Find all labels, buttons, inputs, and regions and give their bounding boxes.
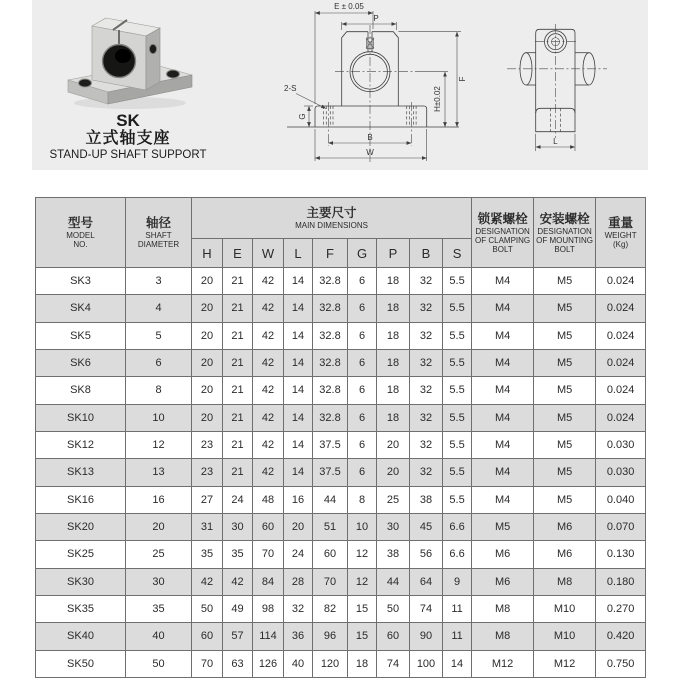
- table-cell: 0.070: [596, 513, 646, 540]
- header-clamping-en1: DESIGNATION: [475, 226, 530, 236]
- table-cell: 5.5: [443, 431, 472, 458]
- table-cell: 16: [126, 486, 192, 513]
- table-cell: 60: [253, 513, 284, 540]
- header-dim-b: B: [410, 239, 443, 268]
- table-row: [36, 459, 646, 486]
- header-shaft-cn: 轴径: [145, 216, 171, 230]
- table-cell: 10: [126, 404, 192, 431]
- header-mounting-en3: BOLT: [554, 244, 575, 254]
- table-cell: 74: [377, 650, 410, 677]
- side-view-drawing: [497, 12, 645, 164]
- table-cell: 18: [377, 349, 410, 376]
- table-cell: 11: [443, 623, 472, 650]
- mounting-hole-left: [79, 79, 92, 87]
- header-mounting-cn: 安装螺栓: [539, 211, 590, 226]
- table-cell: 0.024: [596, 295, 646, 322]
- header-dim-p: P: [377, 239, 410, 268]
- table-cell: 20: [192, 295, 223, 322]
- table-cell: SK12: [36, 431, 126, 458]
- header-weight-cn: 重量: [608, 216, 634, 230]
- table-cell: M4: [472, 486, 534, 513]
- table-cell: 14: [284, 377, 313, 404]
- table-cell: 30: [126, 568, 192, 595]
- table-cell: M6: [534, 541, 596, 568]
- table-row: [36, 322, 646, 349]
- table-cell: M5: [534, 322, 596, 349]
- table-cell: 35: [192, 541, 223, 568]
- header-dim-h: H: [192, 239, 223, 268]
- table-cell: 0.024: [596, 404, 646, 431]
- header-model-en2: NO.: [73, 240, 88, 249]
- table-cell: SK16: [36, 486, 126, 513]
- table-cell: 18: [377, 268, 410, 295]
- table-cell: 37.5: [313, 459, 348, 486]
- table-cell: 15: [348, 595, 377, 622]
- table-cell: 14: [284, 268, 313, 295]
- header-dim-s: S: [443, 239, 472, 268]
- table-row: [36, 568, 646, 595]
- table-cell: 6: [348, 349, 377, 376]
- table-cell: SK40: [36, 623, 126, 650]
- table-cell: M5: [534, 459, 596, 486]
- table-cell: 6.6: [443, 513, 472, 540]
- table-cell: 30: [223, 513, 253, 540]
- table-cell: 6: [348, 431, 377, 458]
- dimension-label-s: 2-S: [284, 84, 297, 93]
- table-cell: 60: [192, 623, 223, 650]
- table-cell: 14: [443, 650, 472, 677]
- table-cell: 32.8: [313, 377, 348, 404]
- table-cell: 35: [223, 541, 253, 568]
- table-cell: M4: [472, 459, 534, 486]
- header-model-en1: MODEL: [66, 231, 95, 240]
- set-screw-hole: [149, 44, 156, 53]
- table-cell: 5.5: [443, 268, 472, 295]
- table-cell: 23: [192, 431, 223, 458]
- table-cell: 63: [223, 650, 253, 677]
- table-row: [36, 623, 646, 650]
- table-cell: 6.6: [443, 541, 472, 568]
- table-cell: 32: [410, 377, 443, 404]
- table-cell: 42: [253, 322, 284, 349]
- product-name-cn: 立式轴支座: [85, 130, 171, 147]
- table-row: [36, 650, 646, 677]
- table-cell: 24: [284, 541, 313, 568]
- product-code: SK: [116, 111, 140, 130]
- table-cell: 42: [253, 268, 284, 295]
- table-cell: 6: [348, 295, 377, 322]
- table-cell: 70: [253, 541, 284, 568]
- table-cell: 32.8: [313, 349, 348, 376]
- dimension-label-b: B: [367, 133, 373, 142]
- table-cell: 32.8: [313, 322, 348, 349]
- table-cell: 114: [253, 623, 284, 650]
- top-panel: [32, 0, 648, 170]
- table-cell: 14: [284, 349, 313, 376]
- table-cell: M6: [472, 541, 534, 568]
- table-cell: 8: [126, 377, 192, 404]
- table-cell: 32: [410, 268, 443, 295]
- table-cell: 32: [410, 459, 443, 486]
- table-cell: 44: [377, 568, 410, 595]
- table-cell: SK30: [36, 568, 126, 595]
- table-cell: 31: [192, 513, 223, 540]
- table-cell: M5: [534, 349, 596, 376]
- header-main-dims-cn: 主要尺寸: [306, 206, 357, 220]
- table-cell: 56: [410, 541, 443, 568]
- table-cell: 12: [348, 541, 377, 568]
- table-cell: M10: [534, 595, 596, 622]
- header-shaft-en2: DIAMETER: [137, 240, 180, 249]
- table-cell: 38: [410, 486, 443, 513]
- table-cell: 120: [313, 650, 348, 677]
- table-cell: 32: [410, 404, 443, 431]
- table-cell: 18: [377, 322, 410, 349]
- table-cell: 21: [223, 431, 253, 458]
- header-clamping-bolt: [472, 198, 534, 268]
- table-row: [36, 541, 646, 568]
- table-cell: 0.130: [596, 541, 646, 568]
- table-cell: 5.5: [443, 295, 472, 322]
- table-cell: 50: [126, 650, 192, 677]
- dimension-label-h: H±0.02: [433, 86, 442, 112]
- table-cell: M5: [534, 377, 596, 404]
- front-view-drawing: [283, 0, 475, 168]
- table-cell: SK35: [36, 595, 126, 622]
- table-cell: 42: [253, 459, 284, 486]
- header-shaft-diameter: [126, 198, 192, 268]
- table-cell: 0.030: [596, 431, 646, 458]
- table-cell: 5.5: [443, 459, 472, 486]
- table-cell: 36: [284, 623, 313, 650]
- table-cell: 21: [223, 268, 253, 295]
- table-cell: SK20: [36, 513, 126, 540]
- header-mounting-en1: DESIGNATION: [537, 226, 592, 236]
- table-cell: M4: [472, 295, 534, 322]
- table-row: [36, 431, 646, 458]
- table-row: [36, 404, 646, 431]
- table-cell: 32: [410, 322, 443, 349]
- table-cell: 0.030: [596, 459, 646, 486]
- table-cell: SK13: [36, 459, 126, 486]
- table-cell: SK10: [36, 404, 126, 431]
- table-row: [36, 595, 646, 622]
- table-cell: 70: [192, 650, 223, 677]
- table-cell: 30: [377, 513, 410, 540]
- table-cell: M5: [534, 486, 596, 513]
- table-cell: 5.5: [443, 486, 472, 513]
- table-cell: 14: [284, 459, 313, 486]
- table-cell: 20: [377, 431, 410, 458]
- table-row: [36, 349, 646, 376]
- table-cell: M4: [472, 349, 534, 376]
- table-cell: 15: [348, 623, 377, 650]
- table-cell: 27: [192, 486, 223, 513]
- table-cell: 20: [192, 322, 223, 349]
- table-cell: 42: [253, 431, 284, 458]
- table-cell: 21: [223, 295, 253, 322]
- table-cell: 49: [223, 595, 253, 622]
- dimension-label-p: P: [373, 14, 379, 23]
- header-dim-l: L: [284, 239, 313, 268]
- table-header: [36, 198, 646, 268]
- table-cell: 18: [348, 650, 377, 677]
- table-cell: 11: [443, 595, 472, 622]
- product-name-en: STAND-UP SHAFT SUPPORT: [49, 149, 207, 161]
- table-body: [36, 268, 646, 678]
- table-cell: 32: [284, 595, 313, 622]
- table-cell: 32.8: [313, 404, 348, 431]
- table-cell: 20: [192, 404, 223, 431]
- dimension-label-f: F: [458, 76, 467, 82]
- table-cell: 12: [348, 568, 377, 595]
- table-cell: 18: [377, 295, 410, 322]
- table-cell: 42: [223, 568, 253, 595]
- table-cell: 44: [313, 486, 348, 513]
- table-cell: 37.5: [313, 431, 348, 458]
- table-cell: 84: [253, 568, 284, 595]
- header-main-dims-en: MAIN DIMENSIONS: [295, 221, 368, 230]
- dimension-label-g: G: [298, 113, 307, 120]
- table-cell: M5: [534, 404, 596, 431]
- table-cell: M4: [472, 377, 534, 404]
- table-cell: 20: [284, 513, 313, 540]
- table-cell: 40: [126, 623, 192, 650]
- table-cell: 82: [313, 595, 348, 622]
- table-cell: SK8: [36, 377, 126, 404]
- table-cell: 5.5: [443, 349, 472, 376]
- table-cell: 98: [253, 595, 284, 622]
- header-weight-en1: WEIGHT: [604, 231, 637, 240]
- product-caption: [32, 112, 224, 162]
- table-cell: 45: [410, 513, 443, 540]
- table-cell: 32: [410, 295, 443, 322]
- table-cell: 14: [284, 295, 313, 322]
- header-shaft-en1: SHAFT: [145, 231, 172, 240]
- table-cell: 6: [126, 349, 192, 376]
- table-row: [36, 513, 646, 540]
- table-cell: M5: [472, 513, 534, 540]
- table-cell: SK3: [36, 268, 126, 295]
- table-cell: 21: [223, 377, 253, 404]
- table-cell: 25: [126, 541, 192, 568]
- table-cell: 0.024: [596, 268, 646, 295]
- header-clamping-en3: BOLT: [492, 244, 513, 254]
- table-cell: M8: [534, 568, 596, 595]
- bore-highlight: [115, 49, 131, 63]
- product-photo: [56, 4, 206, 114]
- header-clamping-cn: 锁紧螺栓: [477, 211, 528, 226]
- table-cell: M6: [472, 568, 534, 595]
- table-cell: 9: [443, 568, 472, 595]
- table-row: [36, 486, 646, 513]
- table-cell: 14: [284, 404, 313, 431]
- table-cell: 6: [348, 322, 377, 349]
- table-cell: 6: [348, 404, 377, 431]
- table-cell: M8: [472, 623, 534, 650]
- table-cell: 21: [223, 322, 253, 349]
- table-cell: M4: [472, 268, 534, 295]
- table-cell: M4: [472, 322, 534, 349]
- table-cell: 5.5: [443, 377, 472, 404]
- table-cell: 20: [377, 459, 410, 486]
- header-model: [36, 198, 126, 268]
- table-cell: 13: [126, 459, 192, 486]
- table-cell: M12: [534, 650, 596, 677]
- upright-right-face: [146, 28, 160, 90]
- table-cell: 74: [410, 595, 443, 622]
- table-cell: 20: [192, 349, 223, 376]
- table-cell: 5.5: [443, 322, 472, 349]
- table-cell: M4: [472, 404, 534, 431]
- table-cell: M8: [472, 595, 534, 622]
- table-cell: 57: [223, 623, 253, 650]
- table-cell: 60: [377, 623, 410, 650]
- table-cell: 3: [126, 268, 192, 295]
- table-cell: 0.040: [596, 486, 646, 513]
- table-cell: 48: [253, 486, 284, 513]
- dimension-label-l: L: [553, 137, 558, 146]
- table-cell: 32: [410, 431, 443, 458]
- table-cell: 35: [126, 595, 192, 622]
- header-model-cn: 型号: [67, 216, 93, 230]
- table-cell: 18: [377, 404, 410, 431]
- table-cell: 0.420: [596, 623, 646, 650]
- table-cell: 0.024: [596, 377, 646, 404]
- header-weight: [596, 198, 646, 268]
- dimension-label-e: E ± 0.05: [334, 2, 364, 11]
- table-cell: 0.750: [596, 650, 646, 677]
- header-clamping-en2: OF CLAMPING: [475, 235, 531, 245]
- table-cell: 16: [284, 486, 313, 513]
- header-dim-w: W: [253, 239, 284, 268]
- table-cell: 18: [377, 377, 410, 404]
- table-cell: 24: [223, 486, 253, 513]
- table-cell: 6: [348, 459, 377, 486]
- table-cell: 23: [192, 459, 223, 486]
- table-cell: 96: [313, 623, 348, 650]
- base-outline: [315, 106, 427, 127]
- table-cell: 50: [377, 595, 410, 622]
- header-weight-en2: (Kg): [613, 240, 629, 249]
- table-cell: 20: [126, 513, 192, 540]
- table-cell: 42: [253, 349, 284, 376]
- header-dim-f: F: [313, 239, 348, 268]
- header-main-dimensions: [192, 198, 472, 239]
- table-cell: M4: [472, 431, 534, 458]
- table-cell: SK50: [36, 650, 126, 677]
- table-cell: 20: [192, 268, 223, 295]
- table-cell: 14: [284, 322, 313, 349]
- table-cell: 21: [223, 404, 253, 431]
- table-row: [36, 295, 646, 322]
- table-cell: 12: [126, 431, 192, 458]
- table-cell: 40: [284, 650, 313, 677]
- table-cell: M5: [534, 268, 596, 295]
- table-cell: M12: [472, 650, 534, 677]
- table-cell: 21: [223, 459, 253, 486]
- dimension-label-w: W: [366, 148, 374, 157]
- table-cell: 28: [284, 568, 313, 595]
- table-cell: 70: [313, 568, 348, 595]
- table-cell: 0.024: [596, 322, 646, 349]
- table-cell: 5: [126, 322, 192, 349]
- table-cell: 50: [192, 595, 223, 622]
- table-cell: 32.8: [313, 268, 348, 295]
- table-cell: 21: [223, 349, 253, 376]
- table-cell: 0.270: [596, 595, 646, 622]
- table-cell: 6: [348, 268, 377, 295]
- table-cell: 0.024: [596, 349, 646, 376]
- table-cell: 0.180: [596, 568, 646, 595]
- table-cell: 25: [377, 486, 410, 513]
- header-dim-g: G: [348, 239, 377, 268]
- table-cell: M10: [534, 623, 596, 650]
- table-row: [36, 377, 646, 404]
- table-cell: SK5: [36, 322, 126, 349]
- table-cell: 32.8: [313, 295, 348, 322]
- table-cell: SK4: [36, 295, 126, 322]
- table-cell: 38: [377, 541, 410, 568]
- table-cell: 32: [410, 349, 443, 376]
- table-cell: SK25: [36, 541, 126, 568]
- table-cell: 51: [313, 513, 348, 540]
- table-cell: 42: [253, 404, 284, 431]
- table-cell: 42: [253, 295, 284, 322]
- table-cell: 90: [410, 623, 443, 650]
- table-cell: 6: [348, 377, 377, 404]
- table-row: [36, 268, 646, 295]
- header-mounting-en2: OF MOUNTING: [536, 235, 594, 245]
- table-cell: M5: [534, 295, 596, 322]
- table-cell: 10: [348, 513, 377, 540]
- table-cell: 126: [253, 650, 284, 677]
- table-cell: 100: [410, 650, 443, 677]
- table-cell: 42: [253, 377, 284, 404]
- table-cell: M5: [534, 431, 596, 458]
- table-cell: 42: [192, 568, 223, 595]
- header-dim-e: E: [223, 239, 253, 268]
- table-cell: 64: [410, 568, 443, 595]
- table-cell: 60: [313, 541, 348, 568]
- table-cell: 5.5: [443, 404, 472, 431]
- table-cell: 14: [284, 431, 313, 458]
- mounting-hole-right: [167, 70, 180, 78]
- table-cell: M6: [534, 513, 596, 540]
- spec-table: [35, 197, 646, 678]
- table-cell: SK6: [36, 349, 126, 376]
- header-mounting-bolt: [534, 198, 596, 268]
- table-cell: 8: [348, 486, 377, 513]
- table-cell: 20: [192, 377, 223, 404]
- table-cell: 4: [126, 295, 192, 322]
